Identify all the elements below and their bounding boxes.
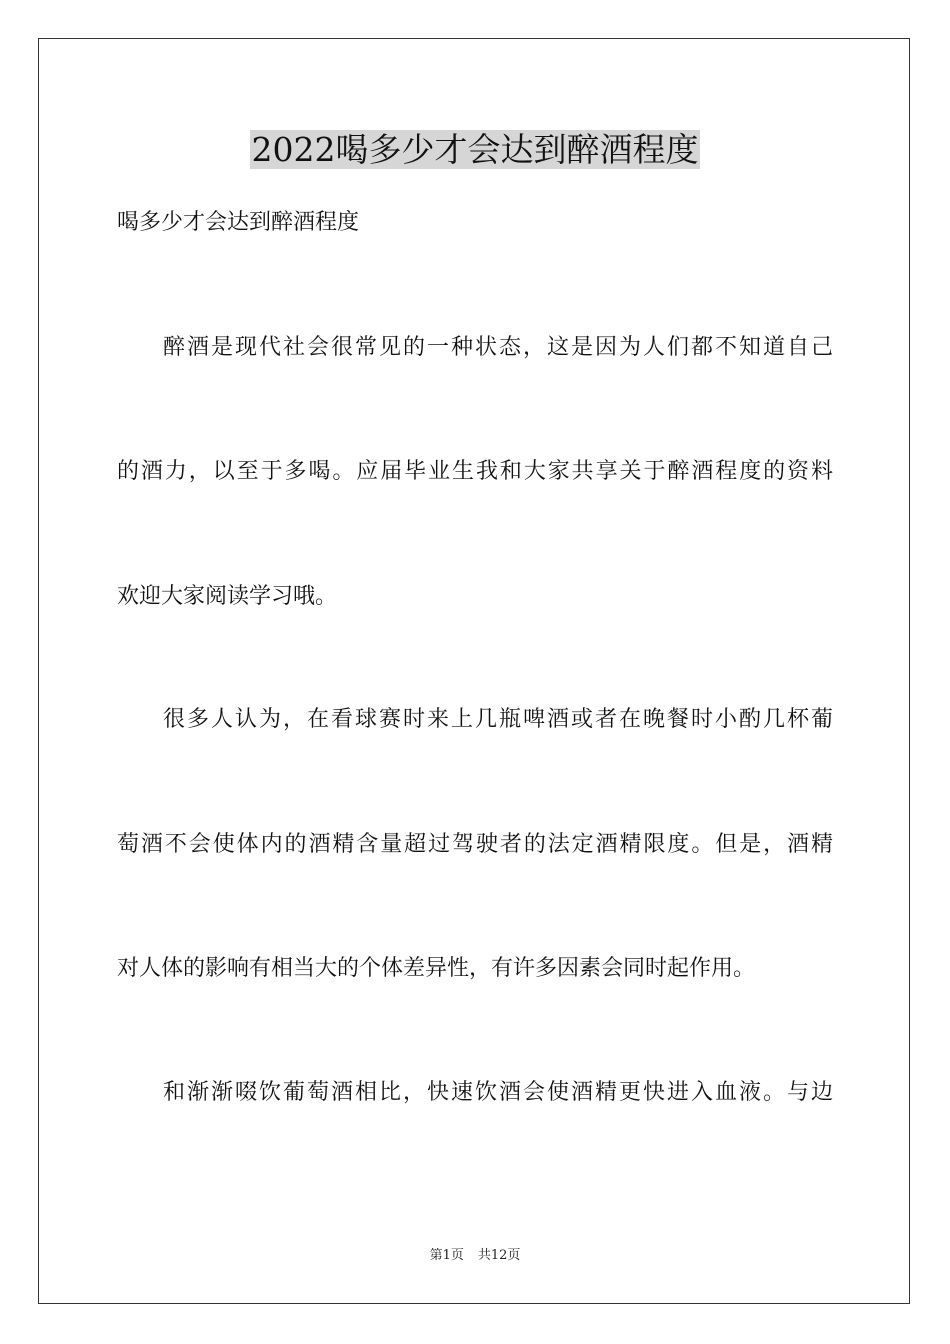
paragraph-1-line-3: 欢迎大家阅读学习哦。 bbox=[117, 584, 338, 609]
page-total: 共12页 bbox=[477, 1248, 521, 1263]
page-number: 第1页 bbox=[429, 1248, 464, 1263]
paragraph-2-line-3: 对人体的影响有相当大的个体差异性，有许多因素会同时起作用。 bbox=[117, 956, 756, 981]
document-title bbox=[0, 128, 950, 172]
paragraph-1-line-1: 醉酒是现代社会很常见的一种状态，这是因为人们都不知道自己 bbox=[163, 335, 833, 360]
page-footer bbox=[0, 1247, 950, 1265]
paragraph-2-line-2: 萄酒不会使体内的酒精含量超过驾驶者的法定酒精限度。但是，酒精 bbox=[117, 832, 833, 857]
document-subtitle: 喝多少才会达到醉酒程度 bbox=[117, 210, 360, 235]
paragraph-3-line-1: 和渐渐啜饮葡萄酒相比，快速饮酒会使酒精更快进入血液。与边 bbox=[163, 1080, 833, 1105]
paragraph-2-line-1: 很多人认为，在看球赛时来上几瓶啤酒或者在晚餐时小酌几杯葡 bbox=[163, 707, 833, 732]
document-title-text: 2022喝多少才会达到醉酒程度 bbox=[251, 130, 699, 169]
paragraph-1-line-2: 的酒力，以至于多喝。应届毕业生我和大家共享关于醉酒程度的资料 bbox=[117, 459, 833, 484]
